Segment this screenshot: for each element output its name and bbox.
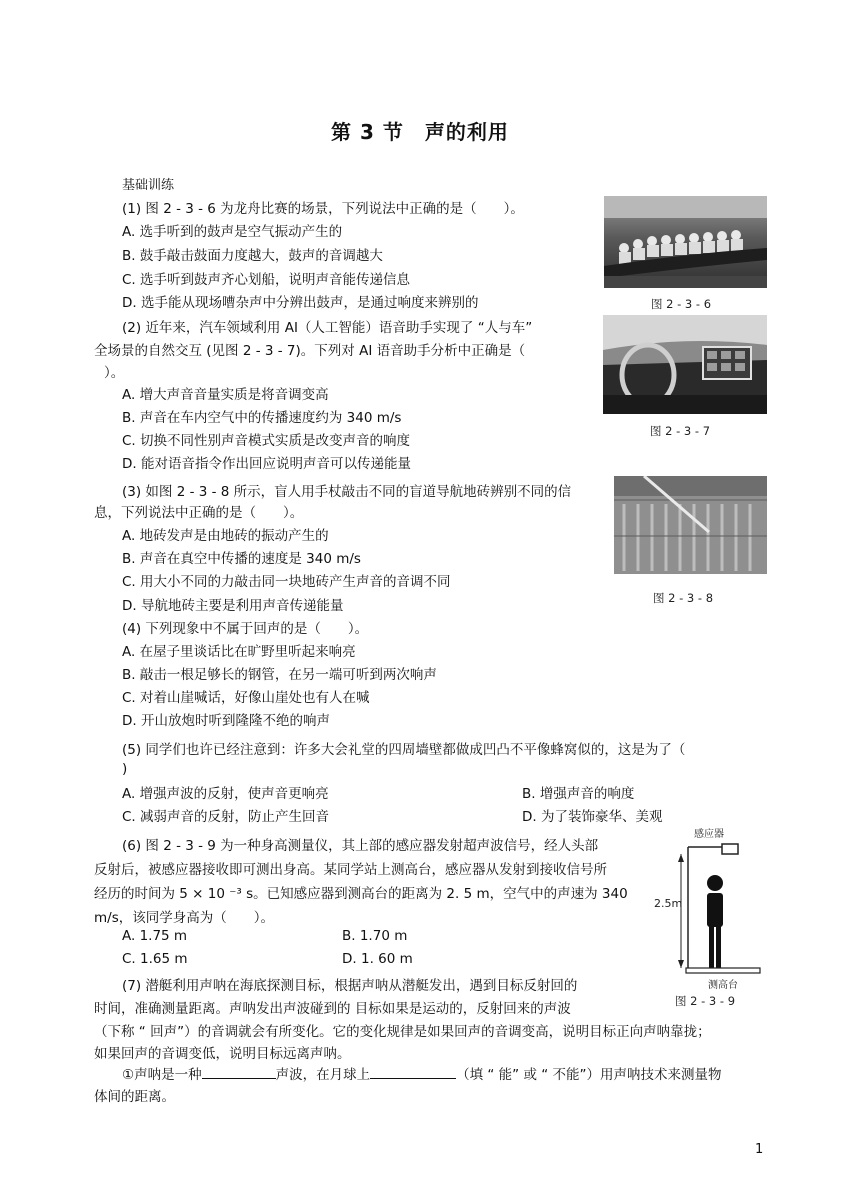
q7-sub1 <box>122 1063 722 1083</box>
q5-option-b: B. 增强声音的响度 <box>522 786 635 802</box>
q5-line2: ) <box>122 761 128 777</box>
q2-line2: 全场景的自然交互 (见图 2 - 3 - 7)。下列对 AI 语音助手分析中正确是（ <box>94 343 526 359</box>
q3-line1: (3) 如图 2 - 3 - 8 所示，盲人用手杖敲击不同的盲道导航地砖辨别不同的信 <box>122 484 572 500</box>
sensor-label: 感应器 <box>694 829 724 840</box>
q5-option-a: A. 增强声波的反射，使声音更响亮 <box>122 786 329 802</box>
q7-line3: （下称 “ 回声”）的音调就会有所变化。它的变化规律是如果回声的音调变高，说明目标正向声呐靠拢； <box>94 1024 711 1040</box>
q3-option-d: D. 导航地砖主要是利用声音传递能量 <box>122 598 344 614</box>
q7-line4: 如果回声的音调变低，说明目标远离声呐。 <box>94 1046 351 1062</box>
q1-stem: (1) 图 2 - 3 - 6 为龙舟比赛的场景，下列说法中正确的是（ ）。 <box>122 201 524 217</box>
answer-blank-1[interactable] <box>202 1064 276 1079</box>
q4-option-d: D. 开山放炮时听到隆隆不绝的响声 <box>122 713 330 729</box>
q2-option-a: A. 增大声音音量实质是将音调变高 <box>122 387 329 403</box>
q3-option-b: B. 声音在真空中传播的速度是 340 m/s <box>122 551 361 567</box>
q2-option-c: C. 切换不同性别声音模式实质是改变声音的响度 <box>122 433 411 449</box>
page-number: 1 <box>755 1142 764 1157</box>
car-interior-photo <box>603 315 767 414</box>
q3-option-a: A. 地砖发声是由地砖的振动产生的 <box>122 528 329 544</box>
q7-sub1-part-c: （填 “ 能” 或 “ 不能”）用声呐技术来测量物 <box>456 1067 722 1083</box>
q1-option-b: B. 鼓手敲击鼓面力度越大，鼓声的音调越大 <box>122 248 383 264</box>
q1-option-d: D. 选手能从现场嘈杂声中分辨出鼓声，是通过响度来辨别的 <box>122 295 479 311</box>
page-title: 第 3 节 声的利用 <box>331 120 509 144</box>
q2-line3: ）。 <box>104 365 125 381</box>
q5-option-c: C. 减弱声音的反射，防止产生回音 <box>122 809 330 825</box>
q6-line3: 经历的时间为 5 × 10 ⁻³ s。已知感应器到测高台的距离为 2. 5 m，空气中的声速为 340 <box>94 886 628 902</box>
q4-stem: (4) 下列现象中不属于回声的是（ ）。 <box>122 621 369 637</box>
q2-option-d: D. 能对语音指令作出回应说明声音可以传递能量 <box>122 456 411 472</box>
tactile-paving-photo <box>614 476 767 574</box>
answer-blank-2[interactable] <box>370 1064 456 1079</box>
q5-option-d: D. 为了装饰豪华、美观 <box>522 809 663 825</box>
q3-line2: 息，下列说法中正确的是（ ）。 <box>94 505 304 521</box>
q7-sub1-line2: 体间的距离。 <box>94 1089 175 1105</box>
q7-line2: 时间，准确测量距离。声呐发出声波碰到的 目标如果是运动的，反射回来的声波 <box>94 1001 571 1017</box>
q4-option-b: B. 敲击一根足够长的钢管，在另一端可听到两次响声 <box>122 667 437 683</box>
q2-line1: (2) 近年来，汽车领域利用 AI（人工智能）语音助手实现了 “人与车” <box>122 320 533 336</box>
q1-option-a: A. 选手听到的鼓声是空气振动产生的 <box>122 224 343 240</box>
q3-option-c: C. 用大小不同的力敲击同一块地砖产生声音的音调不同 <box>122 574 451 590</box>
platform-label: 测高台 <box>708 980 738 991</box>
q2-option-b: B. 声音在车内空气中的传播速度约为 340 m/s <box>122 410 402 426</box>
q5-line1: (5) 同学们也许已经注意到：许多大会礼堂的四周墙壁都做成凹凸不平像蜂窝似的，这是为了（ <box>122 742 686 758</box>
q6-line2: 反射后，被感应器接收即可测出身高。某同学站上测高台，感应器从发射到接收信号所 <box>94 862 607 878</box>
figure-caption-237: 图 2 - 3 - 7 <box>650 424 711 438</box>
q6-line1: (6) 图 2 - 3 - 9 为一种身高测量仪，其上部的感应器发射超声波信号，经人头部 <box>122 838 599 854</box>
q7-line1: (7) 潜艇利用声呐在海底探测目标，根据声呐从潜艇发出，遇到目标反射回的 <box>122 978 578 994</box>
q6-option-b: B. 1.70 m <box>342 928 408 944</box>
q7-sub1-part-a: ①声呐是一种 <box>122 1067 202 1083</box>
q4-option-a: A. 在屋子里谈话比在旷野里听起来响亮 <box>122 644 356 660</box>
dragon-boat-photo <box>604 196 767 288</box>
q6-option-a: A. 1.75 m <box>122 928 188 944</box>
q1-option-c: C. 选手听到鼓声齐心划船，说明声音能传递信息 <box>122 272 411 288</box>
height-label: 2.5m <box>654 897 683 910</box>
section-heading: 基础训练 <box>122 178 175 193</box>
q6-option-d: D. 1. 60 m <box>342 951 413 967</box>
q4-option-c: C. 对着山崖喊话，好像山崖处也有人在喊 <box>122 690 370 706</box>
q6-option-c: C. 1.65 m <box>122 951 188 967</box>
q7-sub1-part-b: 声波，在月球上 <box>275 1067 371 1083</box>
q6-line4: m/s，该同学身高为（ ）。 <box>94 910 274 926</box>
figure-caption-238: 图 2 - 3 - 8 <box>653 591 714 605</box>
figure-caption-236: 图 2 - 3 - 6 <box>651 297 712 311</box>
figure-caption-239: 图 2 - 3 - 9 <box>675 994 736 1008</box>
